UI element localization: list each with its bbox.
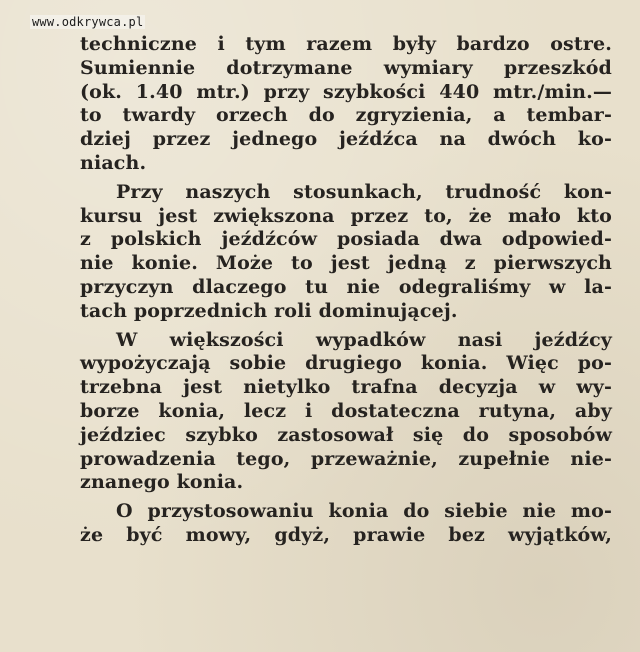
text-line: niach. [80, 151, 147, 174]
text-line: kursu jest zwiększona przez to, że mało kto [80, 204, 612, 227]
text-line: prowadzenia tego, przeważnie, zupełnie nie- [80, 447, 612, 470]
text-line: borze konia, lecz i dostateczna rutyna, aby [80, 399, 612, 422]
text-line: to twardy orzech do zgryzienia, a tembar- [80, 104, 612, 127]
text-line: techniczne i tym razem były bardzo ostre. [80, 33, 612, 55]
text-line: wypożyczają sobie drugiego konia. Więc po- [80, 352, 612, 375]
watermark: www.odkrywca.pl [32, 15, 144, 29]
paragraph-3 [80, 329, 612, 496]
text-line: dziej przez jednego jeźdźca na dwóch ko- [80, 128, 612, 151]
text-line: Przy naszych stosunkach, trudność kon- [116, 180, 612, 203]
text-line: W większości wypadków nasi jeźdźcy [116, 328, 612, 351]
article-text [80, 33, 612, 548]
text-line: trzebna jest nietylko trafna decyzja w wy- [80, 376, 612, 399]
text-line: tach poprzednich roli dominującej. [80, 299, 458, 322]
paragraph-4 [80, 500, 612, 548]
text-line: nie konie. Może to jest jedną z pierwszych [80, 252, 612, 275]
text-line: znanego konia. [80, 471, 244, 494]
text-line: że być mowy, gdyż, prawie bez wyjątków, [80, 523, 612, 546]
text-line: Sumiennie dotrzymane wymiary przeszkód [80, 56, 612, 79]
text-line: jeździec szybko zastosował się do sposobów [80, 423, 612, 446]
paragraph-2 [80, 181, 612, 324]
paragraph-1 [80, 33, 612, 176]
text-line: przyczyn dlaczego tu nie odegraliśmy w la- [80, 275, 612, 298]
text-line: (ok. 1.40 mtr.) przy szybkości 440 mtr./min.— [80, 80, 612, 103]
text-line: O przystosowaniu konia do siebie nie mo- [116, 500, 612, 523]
text-line: z polskich jeźdźców posiada dwa odpowied- [80, 228, 612, 251]
